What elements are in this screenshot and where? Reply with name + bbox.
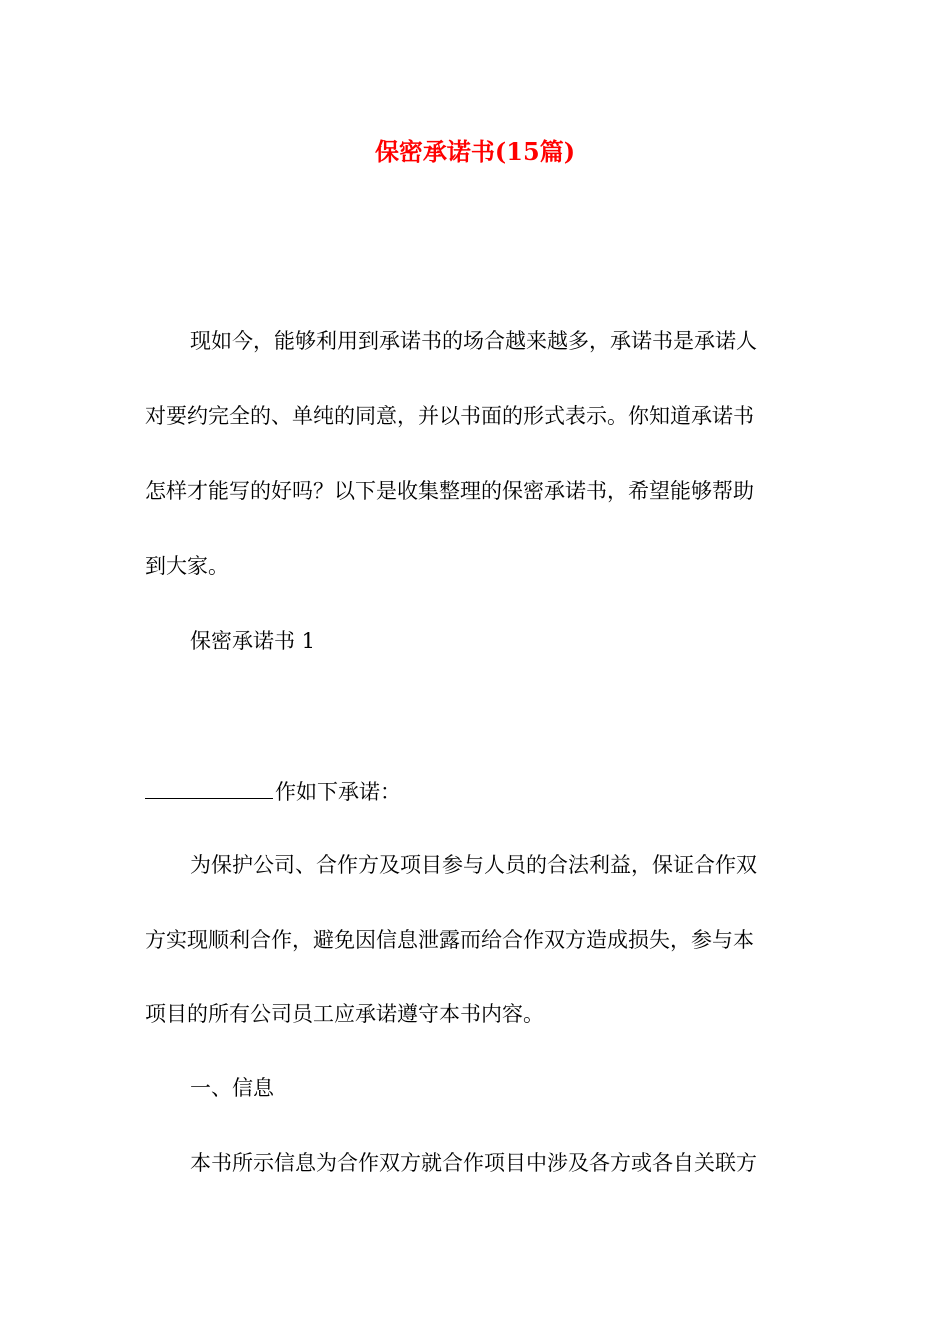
pledge-text: 作如下承诺：: [275, 780, 401, 804]
intro-line-2: 对要约完全的、单纯的同意，并以书面的形式表示。你知道承诺书: [145, 404, 754, 428]
purpose-line-3: 项目的所有公司员工应承诺遵守本书内容。: [145, 1002, 544, 1026]
intro-line-3: 怎样才能写的好吗？以下是收集整理的保密承诺书，希望能够帮助: [145, 479, 754, 503]
purpose-line-2: 方实现顺利合作，避免因信息泄露而给合作双方造成损失，参与本: [145, 928, 754, 952]
intro-line-4: 到大家。: [145, 554, 229, 578]
clause-line-1: 本书所示信息为合作双方就合作项目中涉及各方或各自关联方: [190, 1151, 757, 1175]
intro-line-1: 现如今，能够利用到承诺书的场合越来越多，承诺书是承诺人: [190, 329, 757, 353]
clause-heading: 一、信息: [190, 1076, 274, 1100]
section-heading: 保密承诺书 1: [190, 629, 316, 653]
purpose-line-1: 为保护公司、合作方及项目参与人员的合法利益，保证合作双: [190, 853, 757, 877]
fill-in-blank: [145, 778, 273, 799]
pledge-line: [145, 777, 815, 807]
document-title: 保密承诺书(15篇): [374, 137, 576, 166]
